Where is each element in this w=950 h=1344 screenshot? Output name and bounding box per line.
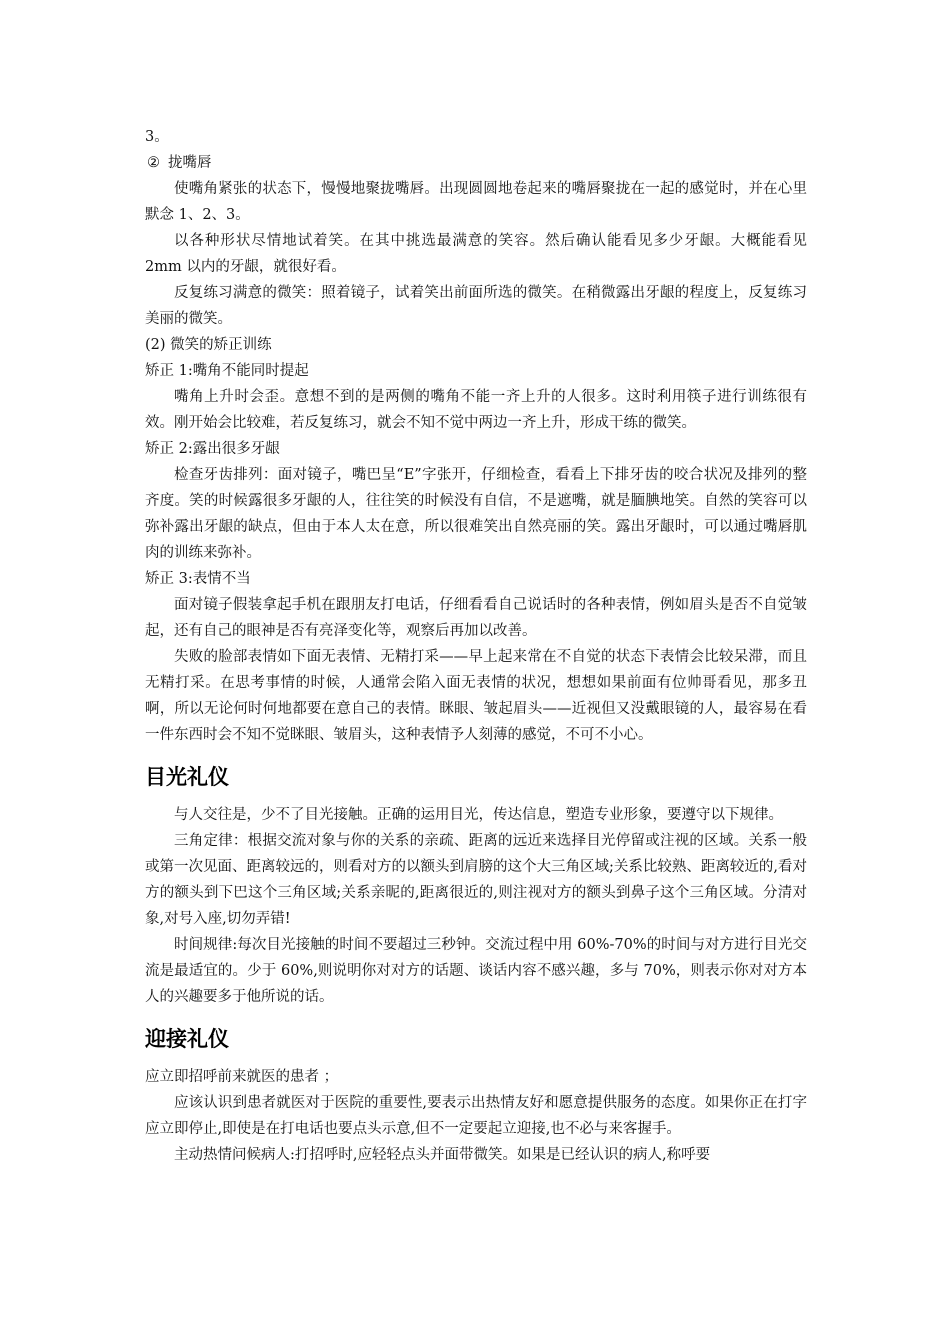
paragraph: 嘴角上升时会歪。意想不到的是两侧的嘴角不能一齐上升的人很多。这时利用筷子进行训练很有效。刚开始会比较难，若反复练习，就会不知不觉中两边一齐上升，形成干练的微笑。 xyxy=(145,389,807,431)
continued-line: 3。 xyxy=(145,129,169,145)
item-text: 拢嘴唇 xyxy=(168,155,212,171)
paragraph: 时间规律:每次目光接触的时间不要超过三秒钟。交流过程中用 60%-70%的时间与对方进行目光交流是最适宜的。少于 60%,则说明你对对方的话题、谈话内容不感兴趣，多与 70%，则表示你对对方本人的兴趣要多于他所说的话。 xyxy=(145,937,807,1005)
subsection-heading: (2) 微笑的矫正训练 xyxy=(145,337,272,353)
paragraph: 反复练习满意的微笑：照着镜子，试着笑出前面所选的微笑。在稍微露出牙龈的程度上，反复练习美丽的微笑。 xyxy=(145,285,807,327)
paragraph: 以各种形状尽情地试着笑。在其中挑选最满意的笑容。然后确认能看见多少牙龈。大概能看见 2mm 以内的牙龈，就很好看。 xyxy=(145,233,807,275)
paragraph: 应该认识到患者就医对于医院的重要性,要表示出热情友好和愿意提供服务的态度。如果你正在打字应立即停止,即使是在打电话也要点头示意,但不一定要起立迎接,也不必与来客握手。 xyxy=(145,1095,807,1137)
paragraph: 与人交往是，少不了目光接触。正确的运用目光，传达信息，塑造专业形象，要遵守以下规律。 xyxy=(174,807,783,823)
document-body xyxy=(145,124,807,1168)
section-title-welcome: 迎接礼仪 xyxy=(145,1027,229,1051)
numbered-item xyxy=(145,150,807,176)
paragraph: 主动热情问候病人:打招呼时,应轻轻点头并面带微笑。如果是已经认识的病人,称呼要 xyxy=(174,1147,711,1163)
plain-line: 应立即招呼前来就医的患者 ； xyxy=(145,1069,339,1085)
paragraph: 失败的脸部表情如下面无表情、无精打采——早上起来常在不自觉的状态下表情会比较呆滞，而且无精打采。在思考事情的时候，人通常会陷入面无表情的状况，想想如果前面有位帅哥看见，那多丑啊，所以无论何时何地都要在意自己的表情。眯眼、皱起眉头——近视但又没戴眼镜的人，最容易在看一件东西时会不知不觉眯眼、皱眉头，这种表情予人刻薄的感觉，不可不小心。 xyxy=(145,649,807,743)
circled-number: ② xyxy=(147,155,160,171)
section-title-gaze: 目光礼仪 xyxy=(145,765,229,789)
correction-heading: 矫正 2:露出很多牙龈 xyxy=(145,441,280,457)
paragraph: 面对镜子假装拿起手机在跟朋友打电话，仔细看看自己说话时的各种表情，例如眉头是否不自觉皱起，还有自己的眼神是否有亮泽变化等，观察后再加以改善。 xyxy=(145,597,807,639)
correction-heading: 矫正 1:嘴角不能同时提起 xyxy=(145,363,309,379)
correction-heading: 矫正 3:表情不当 xyxy=(145,571,251,587)
paragraph: 三角定律：根据交流对象与你的关系的亲疏、距离的远近来选择目光停留或注视的区域。关系一般或第一次见面、距离较远的，则看对方的以额头到肩膀的这个大三角区域;关系比较熟、距离较近的,看对方的额头到下巴这个三角区域;关系亲昵的,距离很近的,则注视对方的额头到鼻子这个三角区域。分清对象,对号入座,切勿弄错! xyxy=(145,833,807,927)
paragraph: 使嘴角紧张的状态下，慢慢地聚拢嘴唇。出现圆圆地卷起来的嘴唇聚拢在一起的感觉时，并在心里默念 1、2、3。 xyxy=(145,181,807,223)
paragraph: 检查牙齿排列：面对镜子，嘴巴呈“E”字张开，仔细检查，看看上下排牙齿的咬合状况及排列的整齐度。笑的时候露很多牙龈的人，往往笑的时候没有自信，不是遮嘴，就是腼腆地笑。自然的笑容可以弥补露出牙龈的缺点，但由于本人太在意，所以很难笑出自然亮丽的笑。露出牙龈时，可以通过嘴唇肌肉的训练来弥补。 xyxy=(145,467,807,561)
